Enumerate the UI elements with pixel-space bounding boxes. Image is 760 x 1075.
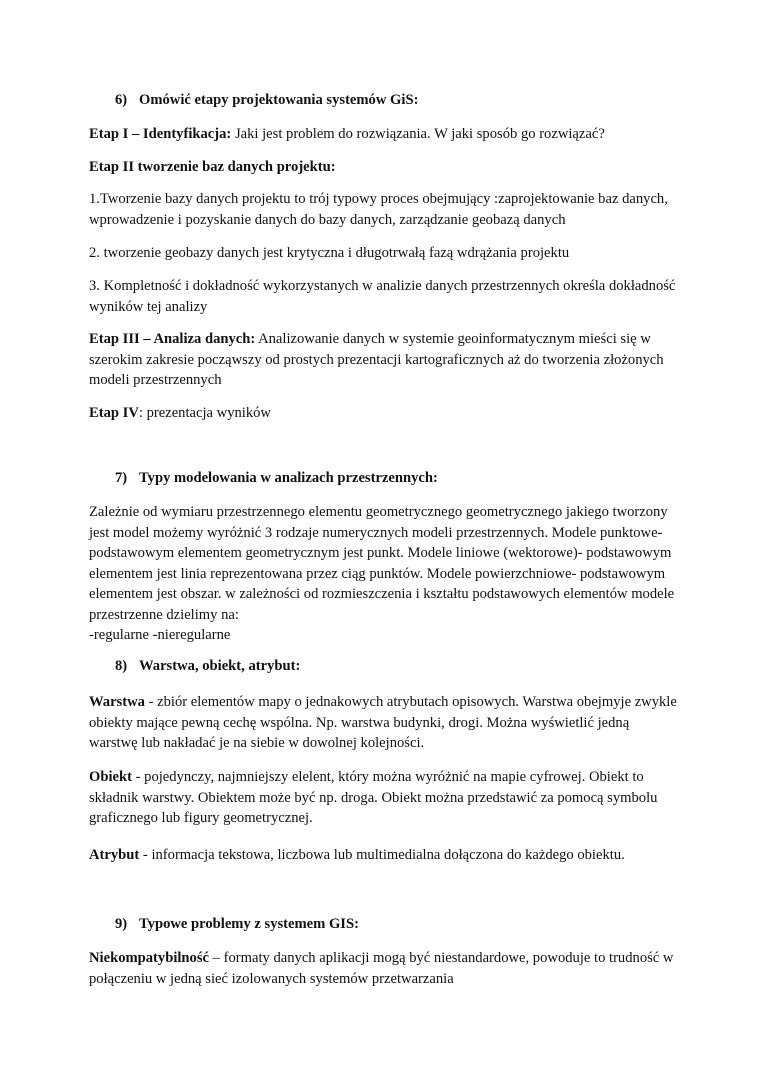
paragraph-obiekt: Obiekt - pojedynczy, najmniejszy elelent, który można wyróżnić na mapie cyfrowej. Obiekt to składnik warstwy. Obiektem może być np. droga. Obiekt można przedstawić za pomocą symbolu graficznego lub figury geometrycznej.: [89, 769, 658, 826]
paragraph-modeling: Zależnie od wymiaru przestrzennego elementu geometrycznego geometrycznego jakiego tworzony jest model możemy wyróżnić 3 rodzaje numerycznych modeli przestrzennych. Modele punktowe- podstawowym elementem geometrycznym jest punkt. Modele liniowe (wektorowe)- podstawowym elementem jest linia reprezentowana przez ciąg punktów. Modele powierzchniowe- podstawowym elementem jest obszar. w zależności od rozmieszczenia i kształtu podstawowych elementów modele przestrzenne dzielimy na:: [89, 504, 675, 623]
paragraph-niekompatybilnosc: Niekompatybilność – formaty danych aplikacji mogą być niestandardowe, powoduje to trudność w połączeniu w jedną sieć izolowanych systemów przetwarzania: [89, 950, 674, 987]
paragraph-etap-1: Etap I – Identyfikacja: Jaki jest problem do rozwiązania. W jaki sposób go rozwiązać?: [89, 126, 605, 142]
paragraph-etap-3: Etap III – Analiza danych: Analizowanie danych w systemie geoinformatycznym mieści się w szerokim zakresie począwszy od prostych prezentacji kartograficznych aż do tworzenia złożonych modeli przestrzennych: [89, 331, 664, 388]
heading-6: 6) Omówić etapy projektowania systemów GiS:: [115, 92, 419, 108]
paragraph-warstwa: Warstwa - zbiór elementów mapy o jednakowych atrybutach opisowych. Warstwa obejmyje zwykle obiekty mające pewną cechę wspólna. Np. warstwa budynki, drogi. Można wyświetlić jedną warstwę lub nakładać je na siebie w dowolnej kolejności.: [89, 694, 677, 751]
paragraph-etap-4: Etap IV: prezentacja wyników: [89, 405, 271, 421]
paragraph-modeling-types: -regularne -nieregularne: [89, 627, 231, 643]
paragraph-etap-2: Etap II tworzenie baz danych projektu:: [89, 159, 336, 175]
heading-8: 8) Warstwa, obiekt, atrybut:: [115, 658, 301, 674]
paragraph-point-2: 2. tworzenie geobazy danych jest krytyczna i długotrwałą fazą wdrążania projektu: [89, 245, 570, 261]
heading-9: 9) Typowe problemy z systemem GIS:: [115, 916, 359, 932]
paragraph-point-3: 3. Kompletność i dokładność wykorzystanych w analizie danych przestrzennych określa dokładność wyników tej analizy: [89, 278, 676, 315]
paragraph-atrybut: Atrybut - informacja tekstowa, liczbowa lub multimedialna dołączona do każdego obiektu.: [89, 847, 625, 863]
paragraph-point-1: 1.Tworzenie bazy danych projektu to trój typowy proces obejmujący :zaprojektowanie baz danych, wprowadzenie i pozyskanie danych do bazy danych, zarządzanie geobazą danych: [89, 191, 668, 228]
heading-7: 7) Typy modelowania w analizach przestrzennych:: [115, 470, 438, 486]
